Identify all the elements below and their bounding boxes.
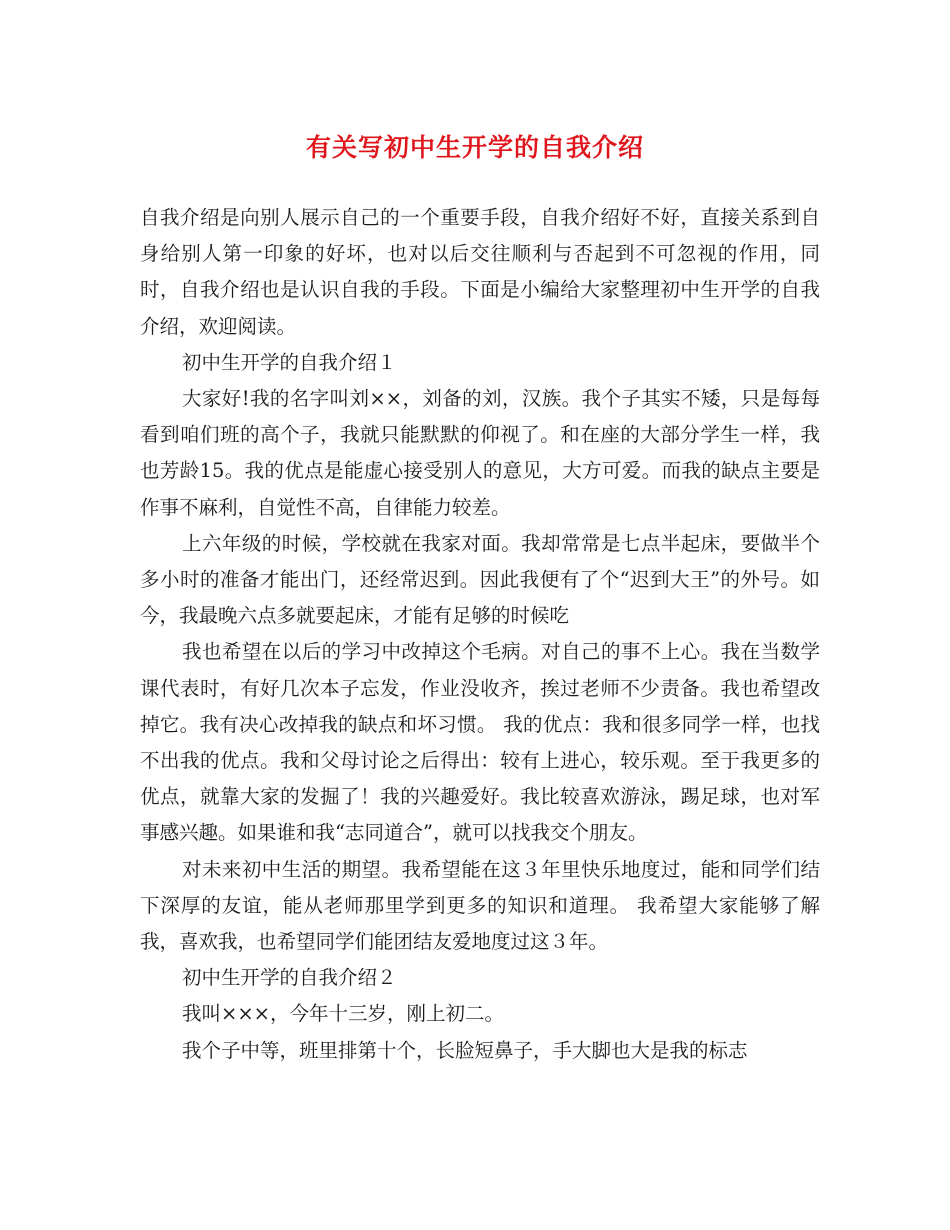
section-heading-2: 初中生开学的自我介绍２ bbox=[182, 966, 397, 990]
body-paragraph: 我叫×××，今年十三岁，刚上初二。 bbox=[182, 1002, 505, 1026]
document-title: 有关写初中生开学的自我介绍 bbox=[305, 133, 644, 162]
intro-paragraph: 自我介绍是向别人展示自己的一个重要手段，自我介绍好不好，直接关系到自身给别人第一印象的好坏，也对以后交往顺利与否起到不可忽视的作用，同时，自我介绍也是认识自我的手段。下面是小编给大家整理初中生开学的自我介绍，欢迎阅读。 bbox=[140, 206, 820, 338]
body-paragraph: 大家好!我的名字叫刘××，刘备的刘，汉族。我个子其实不矮，只是每每看到咱们班的高个子，我就只能默默的仰视了。和在座的大部分学生一样，我也芳龄15。我的优点是能虚心接受别人的意见，大方可爱。而我的缺点主要是作事不麻利，自觉性不高，自律能力较差。 bbox=[140, 387, 820, 519]
body-paragraph: 我也希望在以后的学习中改掉这个毛病。对自己的事不上心。我在当数学课代表时，有好几次本子忘发，作业没收齐，挨过老师不少责备。我也希望改掉它。我有决心改掉我的缺点和坏习惯。 我的优点：我和很多同学一样，也找不出我的优点。我和父母讨论之后得出：较有上进心，较乐观。至于我更多的优点，就靠大家的发掘了！我的兴趣爱好。我比较喜欢游泳，踢足球，也对军事感兴趣。如果谁和我“志同道合”，就可以找我交个朋友。 bbox=[140, 640, 820, 845]
section-heading-1: 初中生开学的自我介绍１ bbox=[182, 350, 397, 374]
document-body bbox=[140, 200, 820, 1069]
body-paragraph: 对未来初中生活的期望。我希望能在这３年里快乐地度过，能和同学们结下深厚的友谊，能从老师那里学到更多的知识和道理。 我希望大家能够了解我，喜欢我，也希望同学们能团结友爱地度过这３年。 bbox=[140, 857, 820, 954]
body-paragraph: 我个子中等，班里排第十个，长脸短鼻子，手大脚也大是我的标志 bbox=[182, 1038, 748, 1062]
body-paragraph: 上六年级的时候，学校就在我家对面。我却常常是七点半起床，要做半个多小时的准备才能出门，还经常迟到。因此我便有了个“迟到大王”的外号。如今，我最晚六点多就要起床，才能有足够的时候吃 bbox=[140, 531, 820, 628]
